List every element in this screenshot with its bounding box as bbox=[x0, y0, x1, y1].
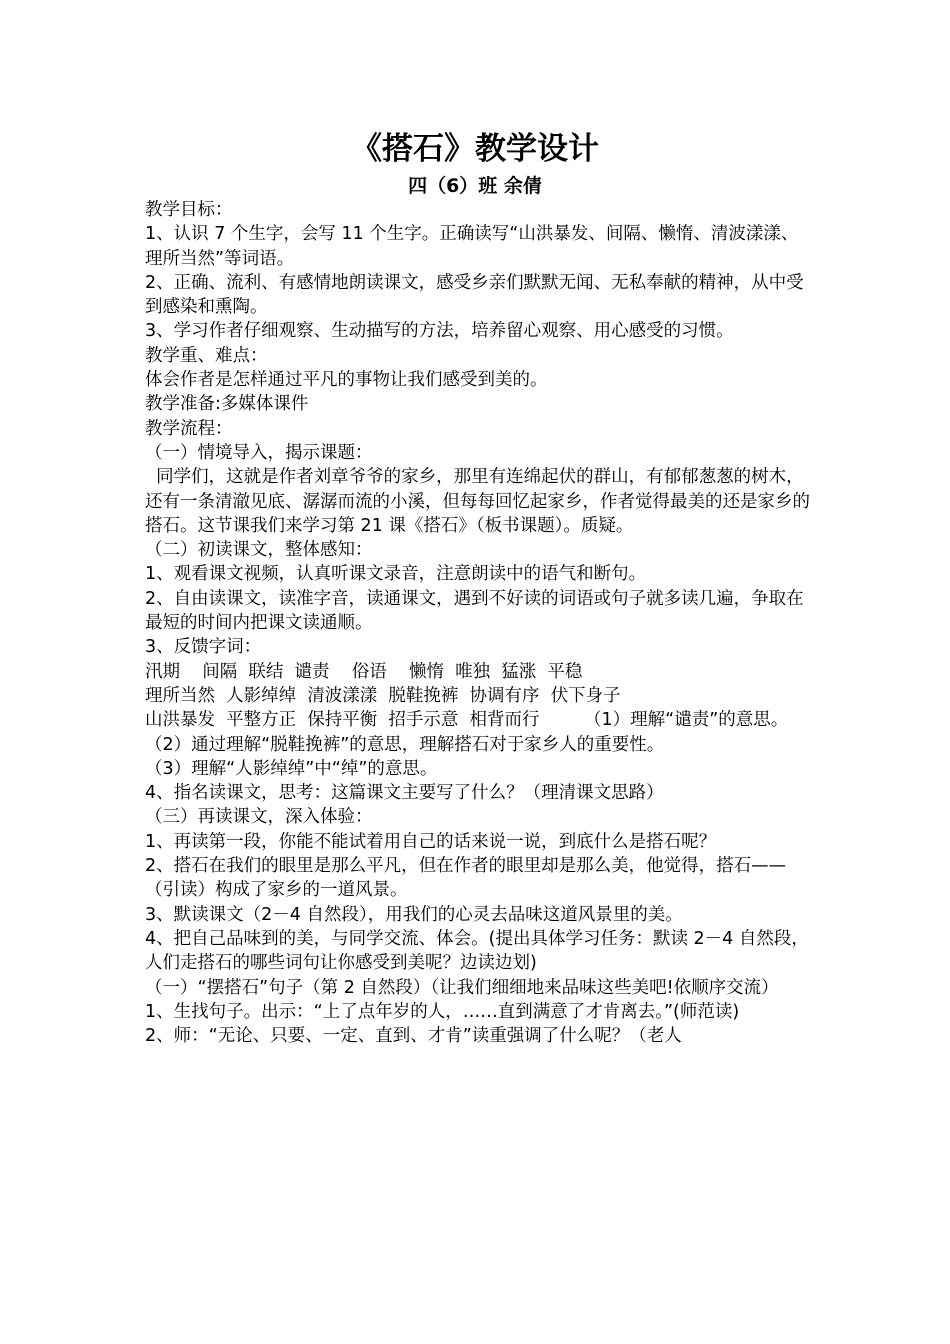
body-line: （一）“摆搭石”句子（第 2 自然段）（让我们细细地来品味这些美吧!依顺序交流） bbox=[145, 977, 779, 998]
body-line: 1、再读第一段，你能不能试着用自己的话来说一说，到底什么是搭石呢？ bbox=[145, 831, 717, 852]
body-line: 1、认识 7 个生字，会写 11 个生字。正确读写“山洪暴发、间隔、懒惰、清波漾漾、理所当然”等词语。 bbox=[145, 224, 799, 269]
body-line: 教学准备:多媒体课件 bbox=[145, 394, 309, 415]
body-line: 2、自由读课文，读准字音，读通课文，遇到不好读的词语或句子就多读几遍，争取在最短的时间内把课文读通顺。 bbox=[145, 588, 804, 634]
body-line: 教学重、难点： bbox=[145, 345, 268, 366]
body-line: 体会作者是怎样通过平凡的事物让我们感受到美的。 bbox=[145, 370, 548, 391]
body-line: 汛期 间隔 联结 谴责 俗语 懒惰 唯独 猛涨 平稳 bbox=[145, 661, 583, 682]
body-line: 山洪暴发 平整方正 保持平衡 招手示意 相背而行 （1）理解“谴责”的意思。 bbox=[145, 710, 789, 731]
body-line: 理所当然 人影绰绰 清波漾漾 脱鞋挽裤 协调有序 伏下身子 bbox=[145, 685, 621, 706]
body-line: 2、搭石在我们的眼里是那么平凡，但在作者的眼里却是那么美，他觉得，搭石——（引读）构成了家乡的一道风景。 bbox=[145, 856, 787, 901]
body-line: 教学流程： bbox=[145, 418, 233, 439]
body-line: 4、把自己品味到的美，与同学交流、体会。(提出具体学习任务：默读 2－4 自然段，人们走搭石的哪些词句让你感受到美呢？边读边划) bbox=[145, 928, 809, 974]
body-line: 3、默读课文（2－4 自然段），用我们的心灵去品味这道风景里的美。 bbox=[145, 904, 683, 925]
body-line: 教学目标： bbox=[145, 200, 233, 220]
body-line: （一）情境导入，揭示课题： bbox=[145, 442, 373, 463]
body-line: 2、师：“无论、只要、一定、直到、才肯”读重强调了什么呢？（老人 bbox=[145, 1026, 682, 1047]
author-line: 四（6）班 余倩 bbox=[408, 175, 542, 197]
body-line: 3、学习作者仔细观察、生动描写的方法，培养留心观察、用心感受的习惯。 bbox=[145, 321, 734, 342]
body-line: （2）通过理解“脱鞋挽裤”的意思，理解搭石对于家乡人的重要性。 bbox=[145, 734, 665, 755]
body-line: 2、正确、流利、有感情地朗读课文，感受乡亲们默默无闻、无私奉献的精神，从中受到感染和熏陶。 bbox=[145, 272, 804, 318]
body-line: 同学们，这就是作者刘章爷爷的家乡，那里有连绵起伏的群山，有郁郁葱葱的树木，还有一条清澈见底、潺潺而流的小溪，但每每回忆起家乡，作者觉得最美的还是家乡的搭石。这节课我们来学习第 21 课《搭石》（板书课题）。质疑。 bbox=[145, 467, 810, 536]
body-line: （3）理解“人影绰绰”中“绰”的意思。 bbox=[145, 758, 438, 779]
document-body bbox=[145, 198, 815, 1048]
body-line: 1、生找句子。出示：“上了点年岁的人，……直到满意了才肯离去。”(师范读) bbox=[145, 1001, 740, 1022]
body-line: 3、反馈字词： bbox=[145, 637, 262, 658]
body-line: （三）再读课文，深入体验： bbox=[145, 807, 373, 828]
document-title: 《搭石》教学设计 bbox=[351, 131, 599, 167]
body-line: 4、指名读课文，思考：这篇课文主要写了什么？（理清课文思路） bbox=[145, 783, 664, 804]
body-line: 1、观看课文视频，认真听课文录音，注意朗读中的语气和断句。 bbox=[145, 564, 647, 585]
body-line: （二）初读课文，整体感知： bbox=[145, 540, 373, 561]
